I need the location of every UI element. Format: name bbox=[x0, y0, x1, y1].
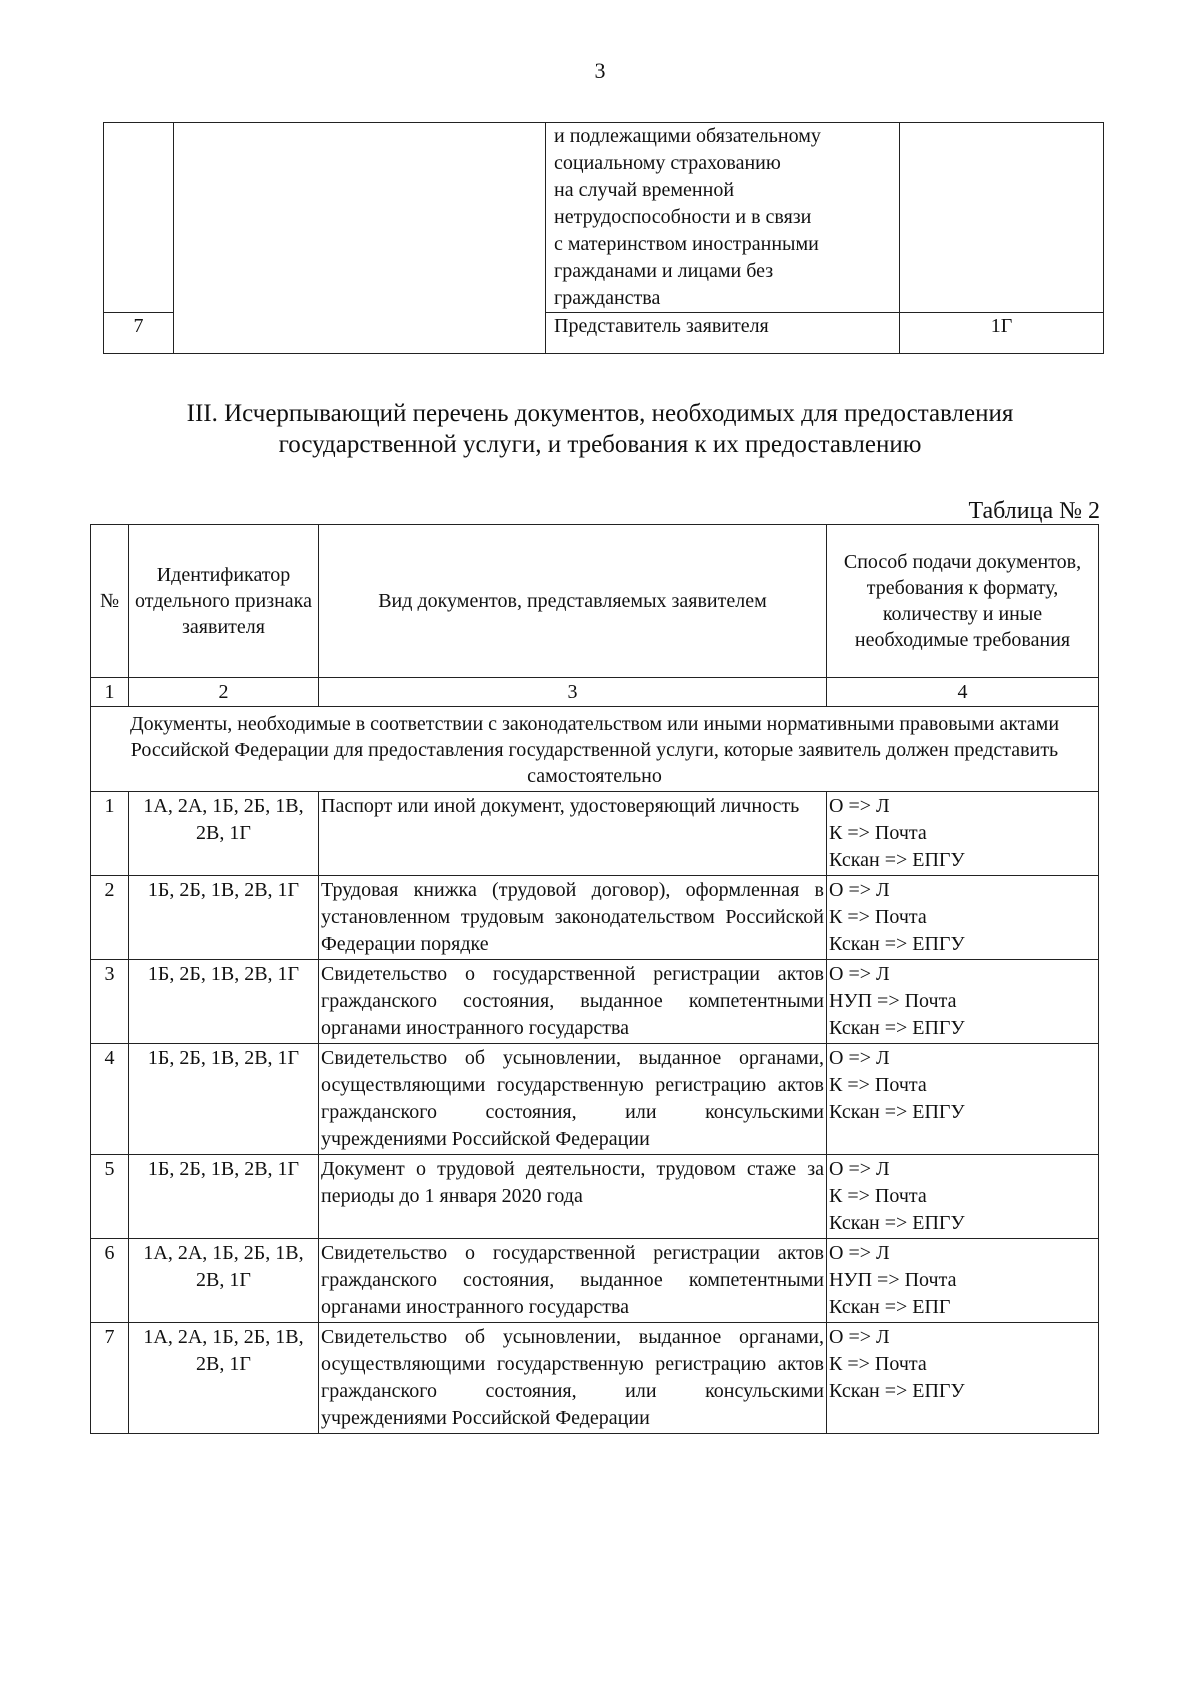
table-row bbox=[91, 1239, 1099, 1323]
category-line: нетрудоспособности и в связи bbox=[554, 206, 812, 228]
category-line: гражданства bbox=[554, 287, 661, 309]
column-number: 1 bbox=[91, 678, 129, 707]
row-method bbox=[827, 960, 1099, 1044]
row-number: 1 bbox=[91, 792, 129, 876]
row-method bbox=[827, 1323, 1099, 1434]
documents-table bbox=[90, 524, 1099, 1434]
code-cell bbox=[900, 123, 1104, 313]
description-cell bbox=[174, 123, 546, 354]
row-document: Свидетельство об усыновлении, выданное органами, осуществляющими государственную регистрацию актов гражданского состояния, или консульскими учреждениями Российской Федерации bbox=[319, 1323, 827, 1434]
method-line: К => Почта bbox=[829, 1185, 927, 1207]
table-header-row bbox=[91, 525, 1099, 678]
method-line: О => Л bbox=[829, 1047, 890, 1069]
method-line: К => Почта bbox=[829, 822, 927, 844]
category-line: социальному страхованию bbox=[554, 152, 781, 174]
table-row bbox=[91, 1155, 1099, 1239]
row-method bbox=[827, 876, 1099, 960]
method-line: О => Л bbox=[829, 1158, 890, 1180]
row-number: 6 bbox=[91, 1239, 129, 1323]
category-line: на случай временной bbox=[554, 179, 735, 201]
header-number: № bbox=[91, 525, 129, 678]
category-line: и подлежащими обязательному bbox=[554, 125, 821, 147]
section-title-line: III. Исчерпывающий перечень документов, необходимых для предоставления bbox=[186, 400, 1014, 427]
method-line: Кскан => ЕПГУ bbox=[829, 1017, 965, 1039]
row-number: 4 bbox=[91, 1044, 129, 1155]
group-header-row bbox=[91, 707, 1099, 792]
applicant-categories-table-continuation bbox=[103, 122, 1104, 354]
row-document: Свидетельство о государственной регистрации актов гражданского состояния, выданное компетентными органами иностранного государства bbox=[319, 960, 827, 1044]
row-number: 2 bbox=[91, 876, 129, 960]
row-document: Свидетельство об усыновлении, выданное органами, осуществляющими государственную регистрацию актов гражданского состояния, или консульскими учреждениями Российской Федерации bbox=[319, 1044, 827, 1155]
method-line: Кскан => ЕПГ bbox=[829, 1296, 951, 1318]
category-line: гражданами и лицами без bbox=[554, 260, 774, 282]
table-row bbox=[91, 876, 1099, 960]
method-line: К => Почта bbox=[829, 1074, 927, 1096]
row-identifier: 1Б, 2Б, 1В, 2В, 1Г bbox=[129, 876, 319, 960]
row-number: 5 bbox=[91, 1155, 129, 1239]
category-cell bbox=[546, 123, 900, 313]
method-line: К => Почта bbox=[829, 906, 927, 928]
column-number: 3 bbox=[319, 678, 827, 707]
number-cell: 7 bbox=[104, 313, 174, 354]
method-line: О => Л bbox=[829, 795, 890, 817]
section-title-line: государственной услуги, и требования к их предоставлению bbox=[278, 431, 922, 458]
category-cell: Представитель заявителя bbox=[546, 313, 900, 354]
table-row bbox=[91, 1323, 1099, 1434]
method-line: НУП => Почта bbox=[829, 990, 957, 1012]
column-numbers-row bbox=[91, 678, 1099, 707]
row-method bbox=[827, 1239, 1099, 1323]
column-number: 4 bbox=[827, 678, 1099, 707]
section-title bbox=[100, 398, 1100, 460]
row-identifier: 1Б, 2Б, 1В, 2В, 1Г bbox=[129, 1155, 319, 1239]
method-line: Кскан => ЕПГУ bbox=[829, 849, 965, 871]
row-document: Свидетельство о государственной регистрации актов гражданского состояния, выданное компетентными органами иностранного государства bbox=[319, 1239, 827, 1323]
row-method bbox=[827, 1155, 1099, 1239]
row-number: 3 bbox=[91, 960, 129, 1044]
row-identifier: 1А, 2А, 1Б, 2Б, 1В, 2В, 1Г bbox=[129, 1323, 319, 1434]
row-number: 7 bbox=[91, 1323, 129, 1434]
row-identifier: 1Б, 2Б, 1В, 2В, 1Г bbox=[129, 1044, 319, 1155]
group-title: Документы, необходимые в соответствии с законодательством или иными нормативными правовыми актами Российской Федерации для предоставления государственной услуги, которые заявитель должен представить самостоятельно bbox=[91, 707, 1099, 792]
table-caption: Таблица № 2 bbox=[968, 498, 1100, 524]
method-line: О => Л bbox=[829, 879, 890, 901]
method-line: НУП => Почта bbox=[829, 1269, 957, 1291]
method-line: О => Л bbox=[829, 1326, 890, 1348]
method-line: Кскан => ЕПГУ bbox=[829, 1380, 965, 1402]
number-cell bbox=[104, 123, 174, 313]
row-method bbox=[827, 792, 1099, 876]
code-cell: 1Г bbox=[900, 313, 1104, 354]
row-document: Документ о трудовой деятельности, трудовом стаже за периоды до 1 января 2020 года bbox=[319, 1155, 827, 1239]
row-identifier: 1А, 2А, 1Б, 2Б, 1В, 2В, 1Г bbox=[129, 1239, 319, 1323]
method-line: О => Л bbox=[829, 1242, 890, 1264]
header-doc-type: Вид документов, представляемых заявителем bbox=[319, 525, 827, 678]
row-document: Трудовая книжка (трудовой договор), оформленная в установленном трудовым законодательством Российской Федерации порядке bbox=[319, 876, 827, 960]
table-row bbox=[91, 960, 1099, 1044]
page-number: 3 bbox=[594, 58, 606, 83]
row-identifier: 1А, 2А, 1Б, 2Б, 1В, 2В, 1Г bbox=[129, 792, 319, 876]
method-line: К => Почта bbox=[829, 1353, 927, 1375]
table-row bbox=[104, 123, 1104, 313]
row-method bbox=[827, 1044, 1099, 1155]
method-line: Кскан => ЕПГУ bbox=[829, 1101, 965, 1123]
category-line: с материнством иностранными bbox=[554, 233, 819, 255]
table-row bbox=[91, 1044, 1099, 1155]
row-identifier: 1Б, 2Б, 1В, 2В, 1Г bbox=[129, 960, 319, 1044]
header-identifier: Идентификатор отдельного признака заявителя bbox=[129, 525, 319, 678]
method-line: Кскан => ЕПГУ bbox=[829, 1212, 965, 1234]
header-method: Способ подачи документов, требования к формату, количеству и иные необходимые требования bbox=[827, 525, 1099, 678]
column-number: 2 bbox=[129, 678, 319, 707]
method-line: О => Л bbox=[829, 963, 890, 985]
row-document: Паспорт или иной документ, удостоверяющий личность bbox=[319, 792, 827, 876]
table-row bbox=[91, 792, 1099, 876]
method-line: Кскан => ЕПГУ bbox=[829, 933, 965, 955]
